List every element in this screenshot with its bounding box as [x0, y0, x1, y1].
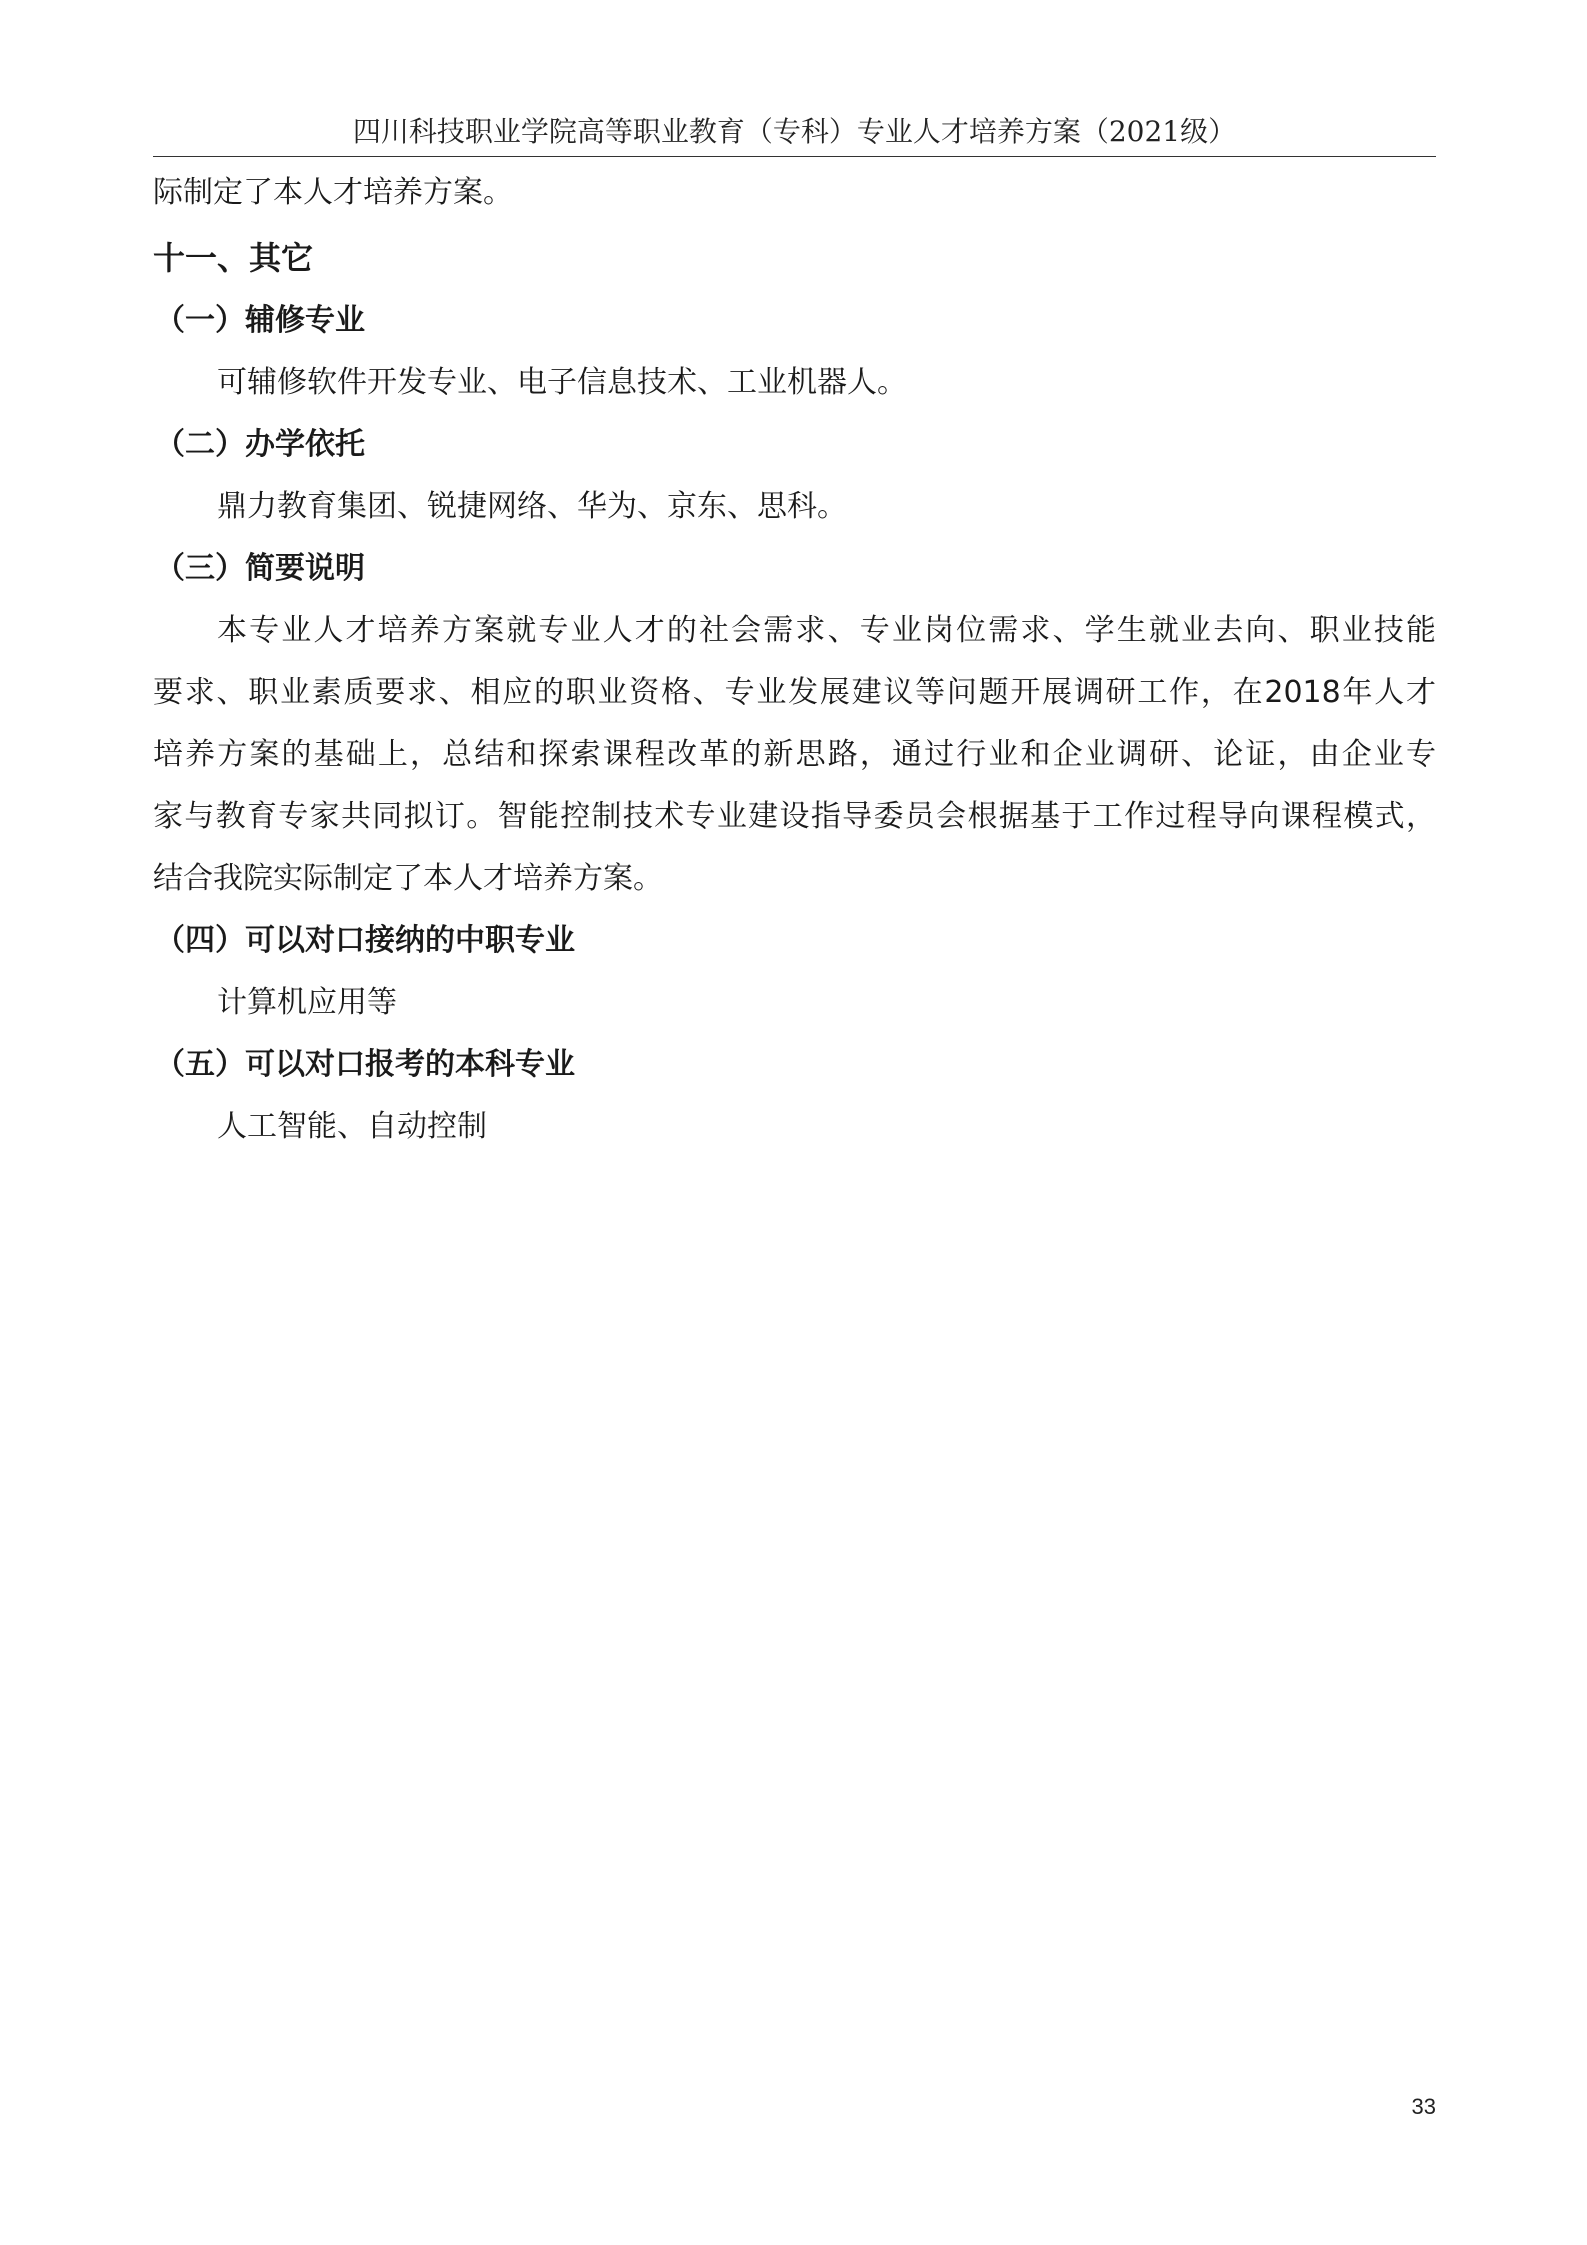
- summary-line: 家与教育专家共同拟订。智能控制技术专业建设指导委员会根据基于工作过程导向课程模式，: [153, 799, 1436, 834]
- subsection-body-vocational: 计算机应用等: [217, 985, 397, 1020]
- summary-line: 要求、职业素质要求、相应的职业资格、专业发展建议等问题开展调研工作，在2018年人才: [153, 675, 1436, 710]
- subsection-body-summary: [153, 600, 1436, 910]
- subsection-body-minor: 可辅修软件开发专业、电子信息技术、工业机器人。: [217, 365, 907, 400]
- subsection-heading-summary: （三）简要说明: [155, 551, 365, 586]
- summary-line: 结合我院实际制定了本人才培养方案。: [153, 861, 663, 896]
- header-divider: [153, 156, 1436, 157]
- carryover-paragraph: 际制定了本人才培养方案。: [153, 175, 513, 210]
- page-content: [153, 162, 1436, 1158]
- page-header: 四川科技职业学院高等职业教育（专科）专业人才培养方案（2021级）: [352, 115, 1237, 148]
- subsection-body-undergraduate: 人工智能、自动控制: [217, 1109, 487, 1144]
- section-title: 十一、其它: [153, 239, 314, 277]
- subsection-body-partners: 鼎力教育集团、锐捷网络、华为、京东、思科。: [217, 489, 847, 524]
- summary-line: 培养方案的基础上，总结和探索课程改革的新思路，通过行业和企业调研、论证，由企业专: [153, 737, 1436, 772]
- subsection-heading-vocational: （四）可以对口接纳的中职专业: [155, 923, 575, 958]
- subsection-heading-undergraduate: （五）可以对口报考的本科专业: [155, 1047, 575, 1082]
- subsection-heading-partners: （二）办学依托: [155, 427, 365, 462]
- page-number: 33: [1411, 2094, 1436, 2119]
- subsection-heading-minor: （一）辅修专业: [155, 303, 365, 338]
- summary-line: 本专业人才培养方案就专业人才的社会需求、专业岗位需求、学生就业去向、职业技能: [217, 613, 1436, 648]
